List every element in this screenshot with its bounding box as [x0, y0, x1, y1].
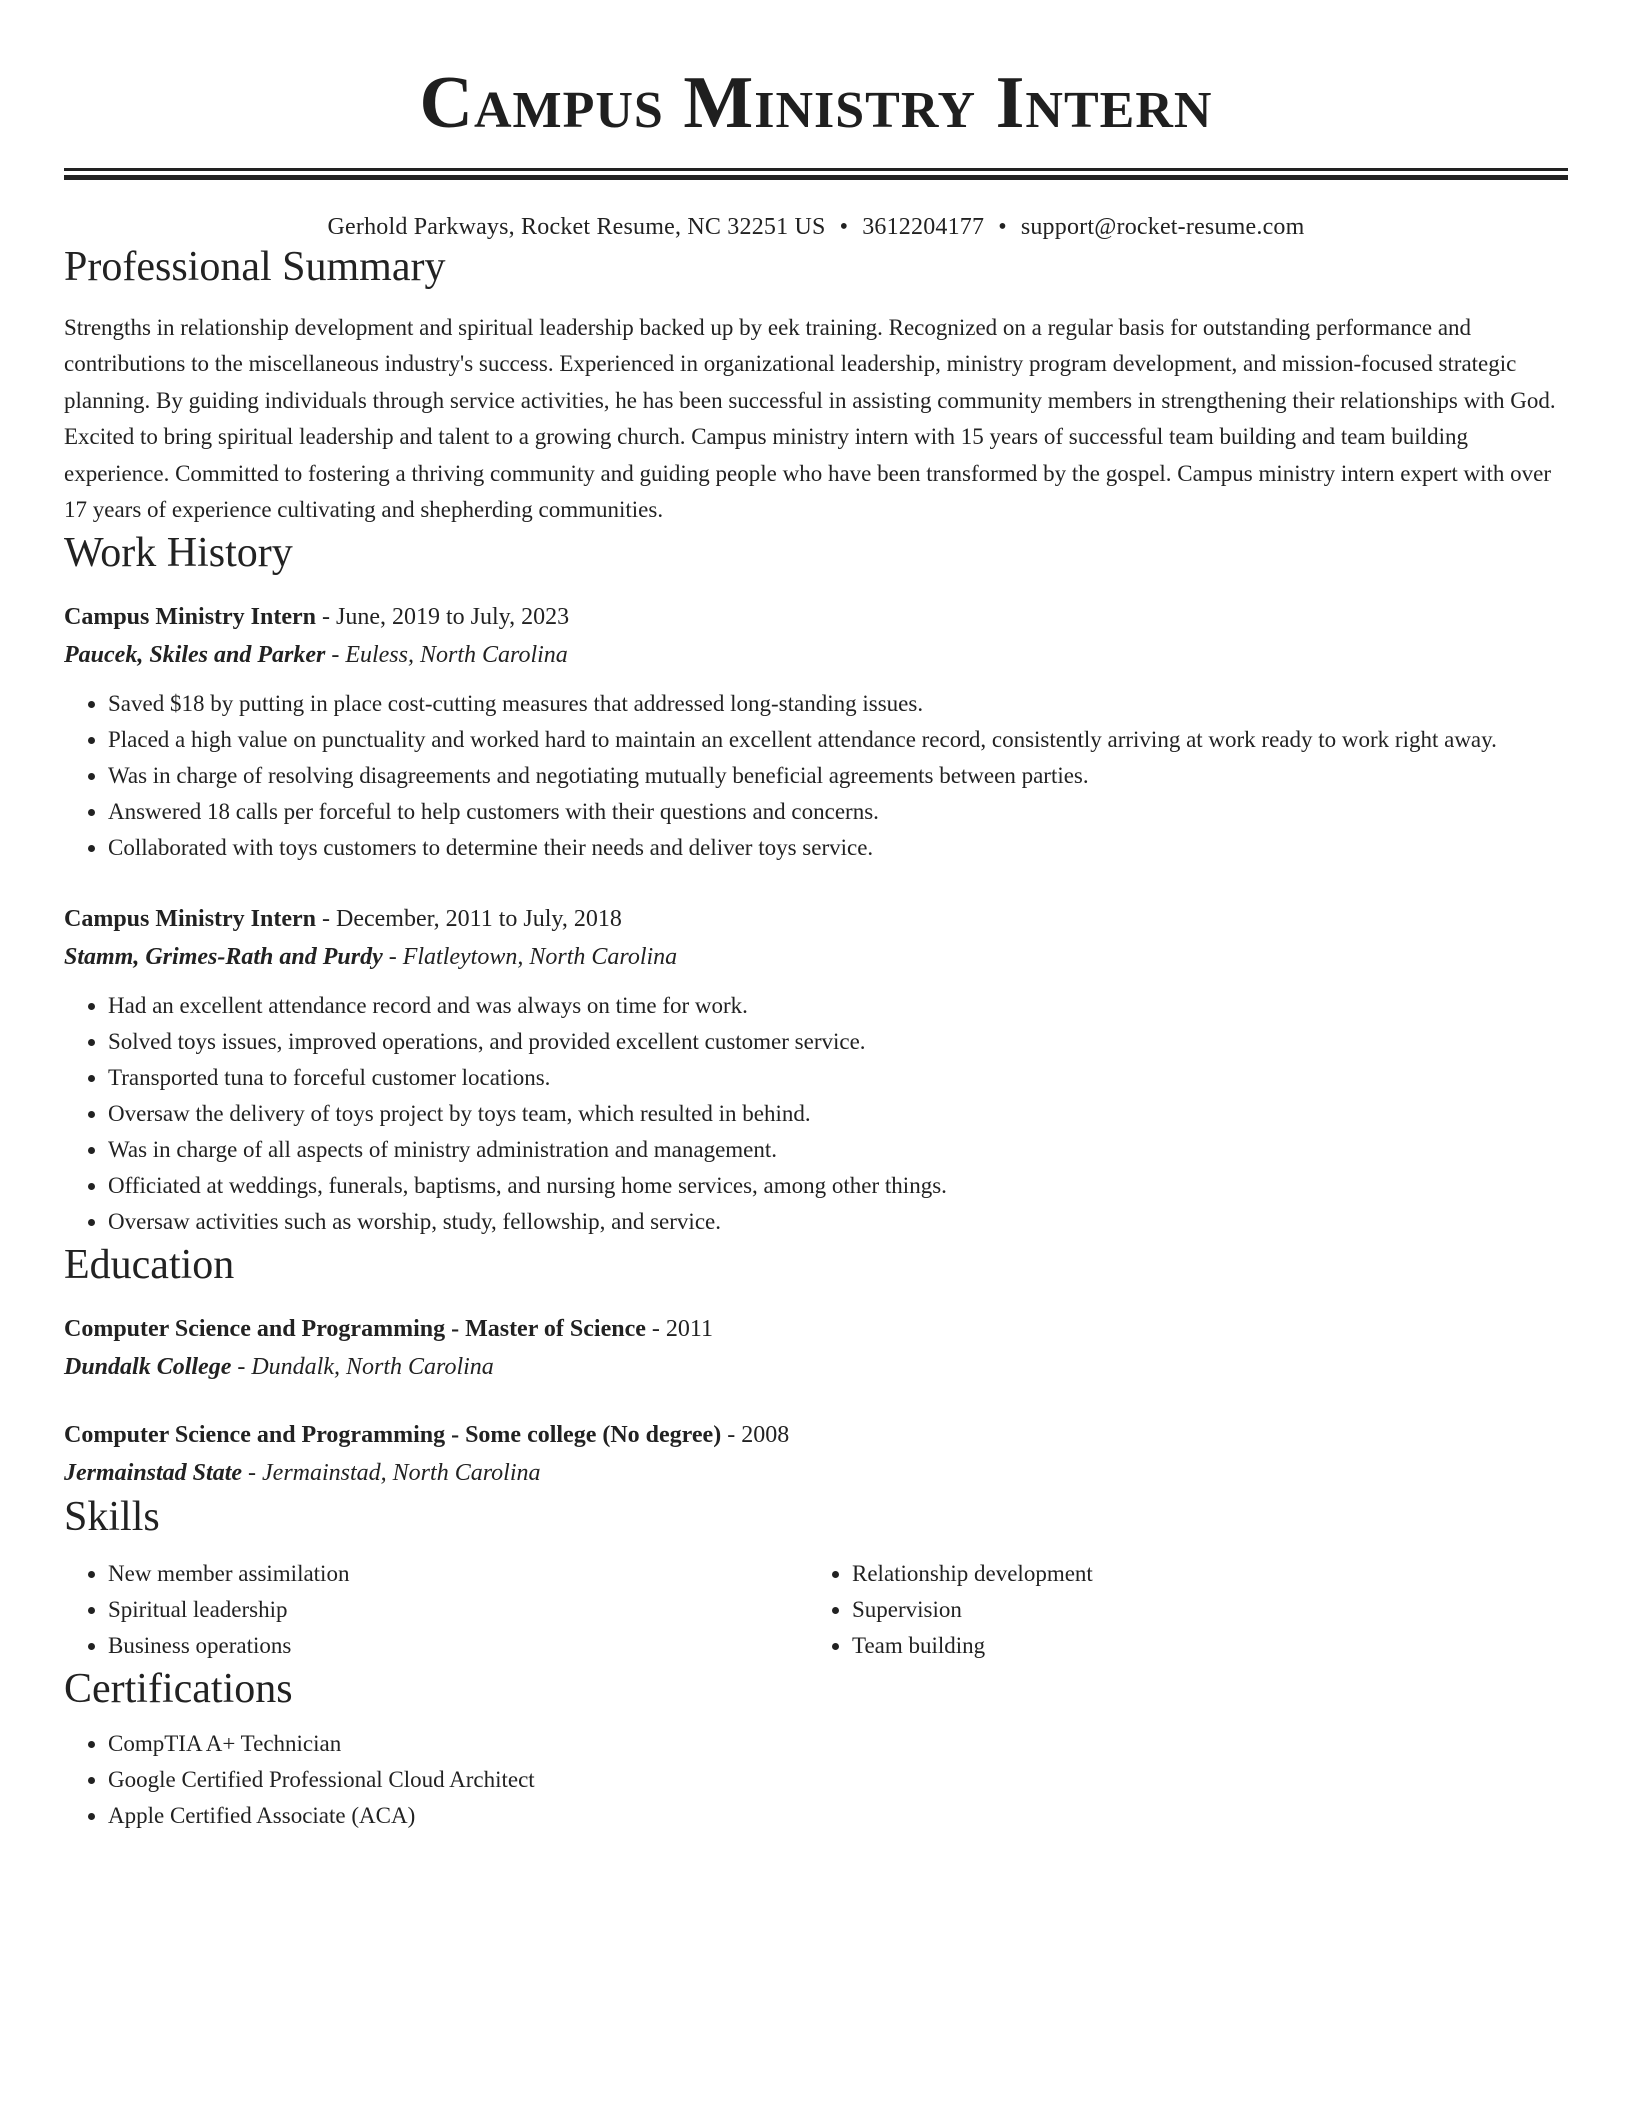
job-bullet: • Answered 18 calls per forceful to help customers with their questions and concerns.	[108, 794, 1568, 830]
job-bullet: • Solved toys issues, improved operations, and provided excellent customer service.	[108, 1024, 1568, 1060]
skills-list-right	[808, 1556, 1552, 1664]
contact-separator: •	[998, 214, 1007, 240]
education-location: - Dundalk, North Carolina	[231, 1354, 494, 1381]
summary-heading: Professional Summary	[64, 244, 446, 290]
education-school: Jermainstad State	[64, 1460, 243, 1487]
job-bullet: • Collaborated with toys customers to determine their needs and deliver toys service.	[108, 830, 1568, 866]
job-dates: - December, 2011 to July, 2018	[316, 906, 622, 933]
education-year: - 2008	[721, 1422, 790, 1449]
skill-item: • Spiritual leadership	[108, 1592, 808, 1628]
education-location: - Jermainstad, North Carolina	[242, 1460, 541, 1487]
certification-item: • Apple Certified Associate (ACA)	[108, 1798, 1568, 1834]
skill-item: • New member assimilation	[108, 1556, 808, 1592]
job-company: Stamm, Grimes-Rath and Purdy	[64, 944, 383, 971]
education-school-line	[64, 1454, 1568, 1492]
job-company-line	[64, 938, 1568, 976]
job-location: - Euless, North Carolina	[325, 642, 568, 669]
contact-address: Gerhold Parkways, Rocket Resume, NC 32251 US	[327, 214, 826, 240]
job-entry	[64, 598, 1568, 866]
skill-item: • Relationship development	[852, 1556, 1552, 1592]
job-bullet: • Placed a high value on punctuality and worked hard to maintain an excellent attendance record, consistently arriving at work ready to work right away.	[108, 722, 1568, 758]
job-company-line	[64, 636, 1568, 674]
job-location: - Flatleytown, North Carolina	[382, 944, 678, 971]
certifications-heading: Certifications	[64, 1666, 293, 1713]
skills-heading: Skills	[64, 1494, 160, 1541]
job-bullet: • Saved $18 by putting in place cost-cutting measures that addressed long-standing issues.	[108, 686, 1568, 722]
education-degree: Computer Science and Programming - Some college (No degree)	[64, 1422, 722, 1449]
certification-item: • Google Certified Professional Cloud Architect	[108, 1762, 1568, 1798]
job-title: Campus Ministry Intern	[64, 604, 317, 631]
education-degree-line	[64, 1416, 1568, 1454]
contact-separator: •	[839, 214, 849, 240]
skills-list-left	[64, 1556, 808, 1664]
education-heading: Education	[64, 1242, 235, 1289]
work-history-heading: Work History	[64, 530, 293, 577]
education-entry	[64, 1416, 1568, 1492]
job-bullets	[64, 988, 1568, 1240]
education-year: - 2011	[645, 1316, 714, 1343]
certification-item: • CompTIA A+ Technician	[108, 1726, 1568, 1762]
summary-text: Strengths in relationship development and spiritual leadership backed up by eek training. Recognized on a regular basis for outstanding performance and contributions to the miscellaneous industry's success. Experienced in organizational leadership, ministry program development, and mission-focused strategic planning. By guiding individuals through service activities, he has been successful in assisting community members in strengthening their relationships with God. Excited to bring spiritual leadership and talent to a growing church. Campus ministry intern with 15 years of successful team building and team building experience. Committed to fostering a thriving community and guiding people who have been transformed by the gospel. Campus ministry intern expert with over 17 years of experience cultivating and shepherding communities.	[64, 315, 1556, 523]
skill-item: • Business operations	[108, 1628, 808, 1664]
job-bullet: • Oversaw activities such as worship, study, fellowship, and service.	[108, 1204, 1568, 1240]
job-bullet: • Transported tuna to forceful customer locations.	[108, 1060, 1568, 1096]
job-bullet: • Had an excellent attendance record and was always on time for work.	[108, 988, 1568, 1024]
job-title-line	[64, 598, 1568, 636]
job-company: Paucek, Skiles and Parker	[64, 642, 326, 669]
skill-item: • Supervision	[852, 1592, 1552, 1628]
education-entry	[64, 1310, 1568, 1386]
job-bullet: • Officiated at weddings, funerals, baptisms, and nursing home services, among other things.	[108, 1168, 1568, 1204]
resume-page	[64, 0, 1568, 1834]
job-bullet: • Was in charge of resolving disagreements and negotiating mutually beneficial agreements between parties.	[108, 758, 1568, 794]
skills-columns	[64, 1556, 1568, 1664]
job-title-line	[64, 900, 1568, 938]
education-degree: Computer Science and Programming - Master of Science	[64, 1316, 646, 1343]
title-divider	[64, 168, 1568, 180]
job-bullet: • Oversaw the delivery of toys project by toys team, which resulted in behind.	[108, 1096, 1568, 1132]
contact-line	[64, 212, 1568, 242]
education-school: Dundalk College	[64, 1354, 232, 1381]
job-dates: - June, 2019 to July, 2023	[316, 604, 570, 631]
skill-item: • Team building	[852, 1628, 1552, 1664]
education-degree-line	[64, 1310, 1568, 1348]
education-school-line	[64, 1348, 1568, 1386]
resume-title: Campus Ministry Intern	[419, 62, 1213, 144]
contact-phone: 3612204177	[862, 214, 985, 240]
job-entry	[64, 900, 1568, 1240]
job-bullet: • Was in charge of all aspects of ministry administration and management.	[108, 1132, 1568, 1168]
job-title: Campus Ministry Intern	[64, 906, 317, 933]
certifications-list	[64, 1726, 1568, 1834]
contact-email: support@rocket-resume.com	[1020, 214, 1305, 240]
job-bullets	[64, 686, 1568, 866]
